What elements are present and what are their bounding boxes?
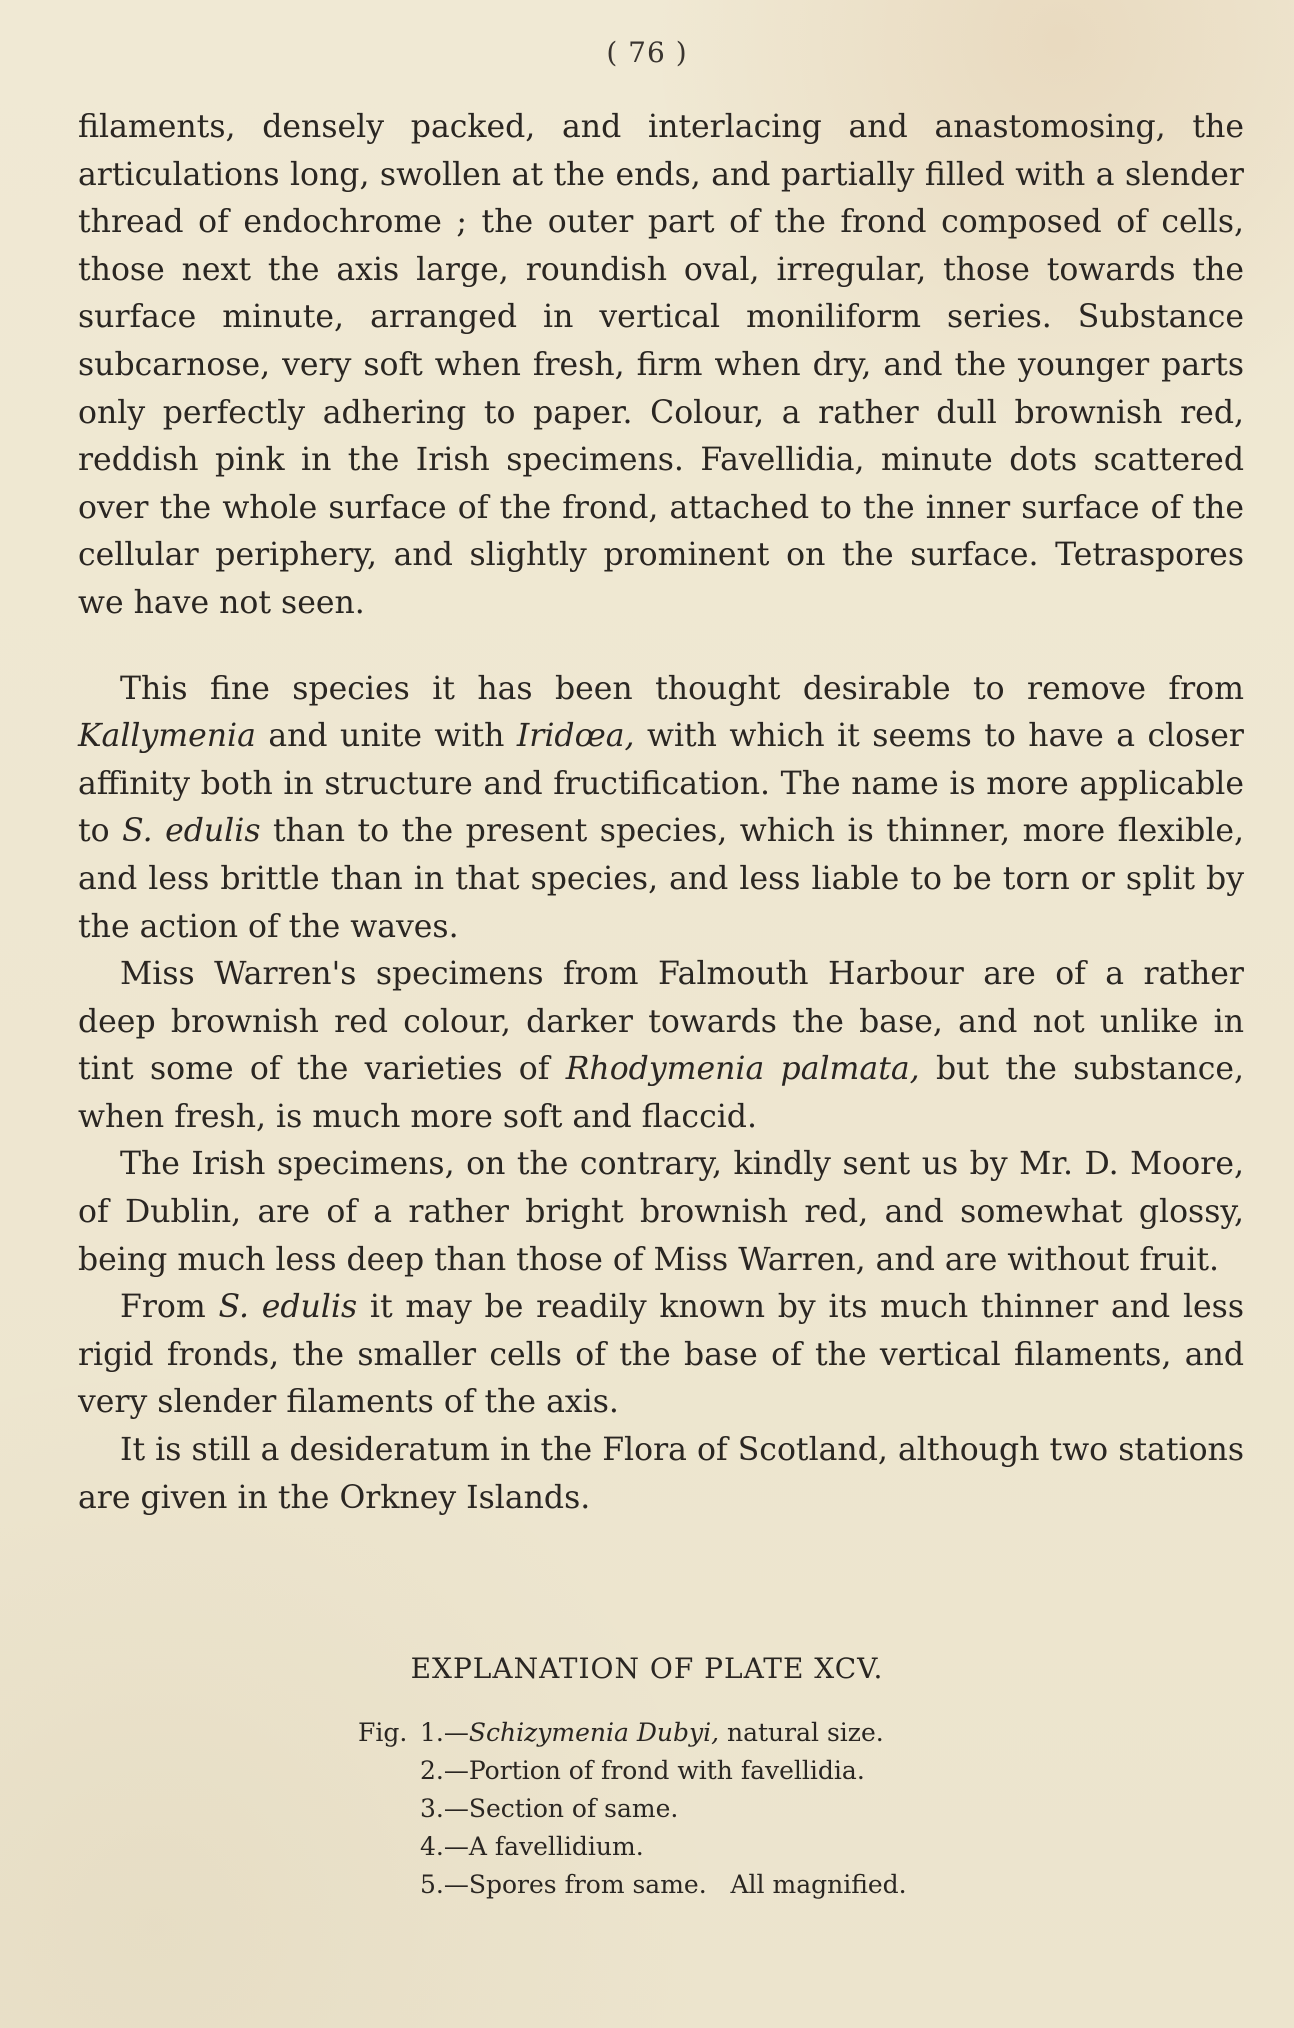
italic-species-rhodymenia: Rhodymenia palmata, <box>565 1051 920 1088</box>
paragraph-distribution: It is still a desideratum in the Flora of Scotland, although two stations are given in the Orkney Islands. <box>78 1432 1244 1516</box>
text-run: but the substance, when fresh, is much more soft and flaccid. <box>78 1051 1244 1135</box>
figure-item <box>358 1828 1138 1866</box>
figure-number: 2.— <box>420 1756 469 1785</box>
figure-species-name: Schizymenia Dubyi, <box>468 1718 720 1747</box>
figure-number: 1.— <box>420 1718 469 1747</box>
text-run: From <box>120 1289 219 1326</box>
figure-description: natural size. <box>719 1718 884 1747</box>
text-run: and unite with <box>255 718 517 755</box>
plate-explanation-title: EXPLANATION OF PLATE XCV. <box>410 1652 884 1685</box>
figure-description: Portion of frond with favellidia. <box>468 1756 865 1785</box>
figure-item <box>358 1790 1138 1828</box>
figure-item <box>358 1866 1138 1904</box>
text-run: with which it seems to have a closer affinity both in structure and fructification. The name is more applicable to <box>78 718 1244 850</box>
italic-species-s-edulis: S. edulis <box>122 813 261 850</box>
paragraph-classification <box>78 666 1244 952</box>
paragraph-gap <box>78 628 1244 666</box>
italic-genus-kallymenia: Kallymenia <box>78 718 256 755</box>
fig-label: Fig. <box>358 1718 408 1747</box>
text-run: Miss Warren's specimens from Falmouth Harbour are of a rather deep brownish red colour, darker towards the base, and not unlike in tint some of the varieties of <box>78 956 1244 1088</box>
text-run: than to the present species, which is thinner, more flexible, and less brittle than in that species, and less liable to be torn or split by the action of the waves. <box>78 813 1245 945</box>
paragraph-comparison <box>78 1284 1244 1427</box>
figure-description: A favellidium. <box>468 1832 644 1861</box>
paragraph-description: filaments, densely packed, and interlacing and anastomosing, the articulations long, swollen at the ends, and partially filled with a slender thread of endochrome ; the outer part of the frond composed of cells, those next the axis large, roundish oval, irregular, those towards the surface minute, arranged in vertical moniliform series. Substance subcarnose, very soft when fresh, firm when dry, and the younger parts only perfectly adhering to paper. Colour, a rather dull brownish red, reddish pink in the Irish specimens. Favellidia, minute dots scattered over the whole surface of the frond, attached to the inner surface of the cellular periphery, and slightly prominent on the surface. Tetraspores we have not seen. <box>78 109 1244 621</box>
figure-item <box>358 1752 1138 1790</box>
page-number: ( 76 ) <box>606 36 688 69</box>
paragraph-warren-specimens <box>78 951 1244 1141</box>
figure-number: 4.— <box>420 1832 469 1861</box>
figure-list <box>358 1714 1138 1904</box>
text-run: it may be readily known by its much thinner and less rigid fronds, the smaller cells of the base of the vertical filaments, and very slender filaments of the axis. <box>78 1289 1244 1421</box>
figure-number: 5.— <box>420 1870 469 1899</box>
italic-genus-iridaea: Iridœa, <box>516 718 635 755</box>
figure-item <box>358 1714 1138 1752</box>
italic-species-s-edulis: S. edulis <box>218 1289 358 1326</box>
figure-number: 3.— <box>420 1794 469 1823</box>
paragraph-irish-specimens: The Irish specimens, on the contrary, kindly sent us by Mr. D. Moore, of Dublin, are of a rather bright brownish red, and somewhat glossy, being much less deep than those of Miss Warren, and are without fruit. <box>78 1146 1244 1278</box>
figure-description: Spores from same. All magnified. <box>468 1870 907 1899</box>
figure-description: Section of same. <box>468 1794 679 1823</box>
text-run: This fine species it has been thought desirable to remove from <box>120 670 1244 707</box>
body-text <box>78 104 1244 1522</box>
